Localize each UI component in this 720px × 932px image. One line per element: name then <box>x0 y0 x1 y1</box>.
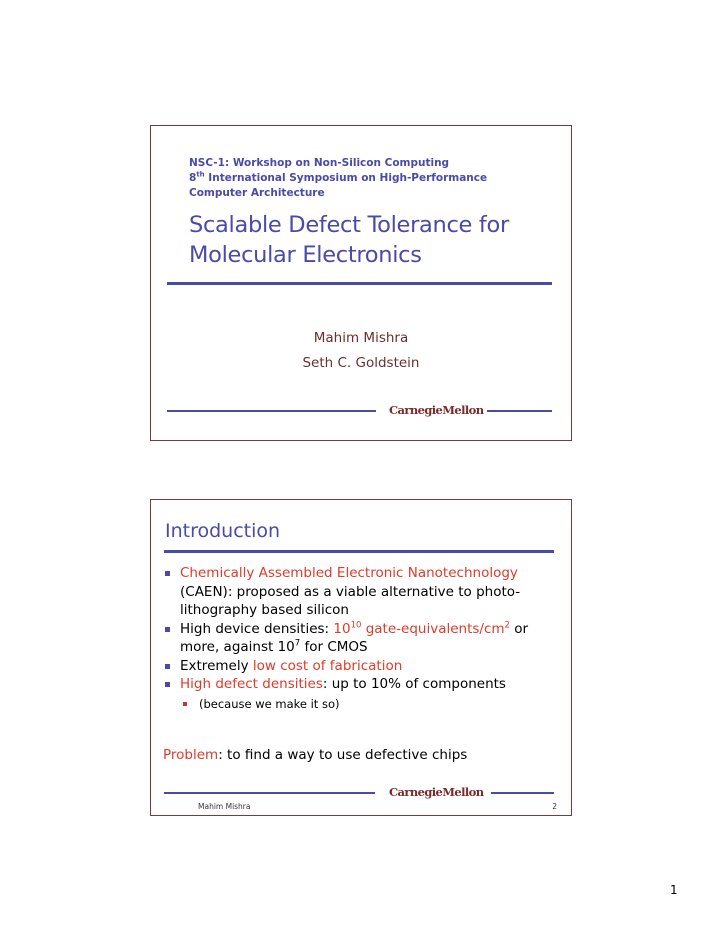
carnegie-mellon-logo: CarnegieMellon <box>389 785 484 799</box>
slide-title <box>189 210 509 270</box>
title-slide <box>150 125 572 441</box>
slide-title-line-1: Scalable Defect Tolerance for <box>189 212 509 238</box>
density-exponent: 10 <box>350 620 362 630</box>
author-1: Mahim Mishra <box>313 330 409 346</box>
slide-title-line-2: Molecular Electronics <box>189 242 422 268</box>
footer-rule-left <box>167 410 376 412</box>
problem-statement <box>163 747 467 763</box>
cost-highlight: low cost of fabrication <box>252 657 403 674</box>
defects-text: : up to 10% of components <box>322 676 506 692</box>
density-highlight <box>333 621 510 637</box>
authors <box>151 326 571 376</box>
problem-label: Problem <box>163 747 219 763</box>
conference-info <box>189 156 487 201</box>
caen-text: (CAEN): proposed as a viable alternative to photo-lithography based silicon <box>180 583 521 618</box>
conference-line-3: Computer Architecture <box>189 187 325 199</box>
conf-ordinal-number: 8 <box>189 172 197 184</box>
density-pre: High device densities: <box>180 620 334 637</box>
bullet-density <box>163 620 558 657</box>
density-unit: gate-equivalents/cm <box>361 620 505 637</box>
problem-text: : to find a way to use defective chips <box>218 747 468 763</box>
bullet-caen <box>163 564 558 620</box>
page-number: 1 <box>670 883 678 897</box>
bullet-defects <box>163 675 558 694</box>
carnegie-mellon-logo: CarnegieMellon <box>389 403 484 417</box>
conference-line-2 <box>189 171 487 186</box>
introduction-slide <box>150 499 572 816</box>
bullet-cost <box>163 657 558 676</box>
cmos-exponent: 7 <box>294 638 301 649</box>
conf-line-2-text: International Symposium on High-Performance <box>204 172 488 184</box>
conference-line-1: NSC-1: Workshop on Non-Silicon Computing <box>189 157 450 169</box>
footer-rule-left <box>164 792 375 794</box>
footer-rule-right <box>491 792 554 794</box>
sub-bullet-reason: (because we make it so) <box>163 695 558 714</box>
density-unit-exponent: 2 <box>504 620 510 630</box>
density-base: 10 <box>333 620 351 637</box>
footer-author: Mahim Mishra <box>198 802 251 811</box>
bullet-list <box>163 564 558 713</box>
cost-pre: Extremely <box>180 657 253 674</box>
density-post: or more, against 10 <box>180 620 529 655</box>
slide-number: 2 <box>552 802 557 811</box>
conf-ordinal-suffix: th <box>196 170 205 179</box>
title-divider <box>167 282 552 285</box>
density-end: for CMOS <box>300 639 368 655</box>
defects-highlight: High defect densities <box>180 676 323 692</box>
caen-highlight: Chemically Assembled Electronic Nanotechnology <box>180 565 518 581</box>
author-2: Seth C. Goldstein <box>302 355 420 371</box>
title-divider <box>164 550 554 553</box>
slide-title: Introduction <box>165 520 281 542</box>
footer-rule-right <box>487 410 552 412</box>
